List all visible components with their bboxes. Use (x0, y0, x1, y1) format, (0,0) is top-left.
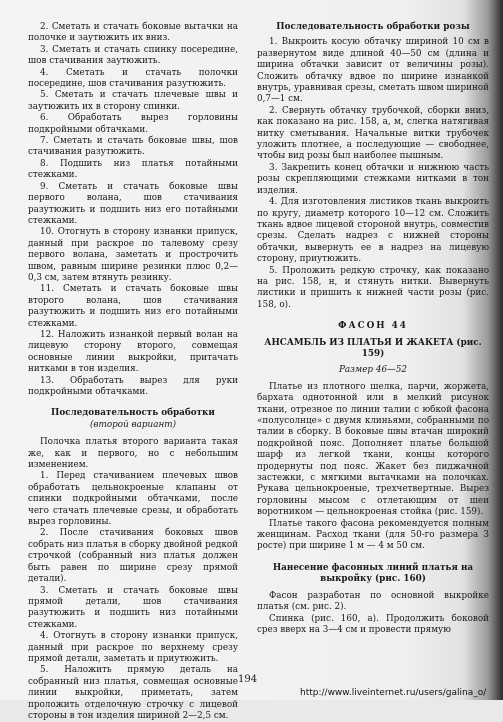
text-paragraph: Платье из плотного шелка, парчи, жоржета, бархата однотонной или в мелкий рисунок ткани, отрезное по линии талии с юбкой фасона «полусолнце» с двумя клиньями, собранными по талии в сборку. В боковые швы втачан широкий подкройной пояс. Дополняет платье большой шарф из легкой ткани, концы которого продернуты под пояс. Жакет без пиджачной застежки, с мягкими вытачками на полочках. Рукава цельнокроеные, трехчетвертные. Вырез горловины мысом с отлетающим от шеи воротником — цельнокроеная стойка (рис. 159). (257, 381, 489, 518)
step-paragraph: 3. Закрепить конец обтачки и нижнюю часть розы скрепляющими стежками нитками в тон изделия. (257, 162, 489, 196)
text-paragraph: Фасон разработан по основной выкройке платья (см. рис. 2). (257, 590, 489, 613)
page-number: 194 (238, 674, 258, 685)
step-paragraph: 9. Сметать и стачать боковые швы первого волана, шов стачивания разутюжить и подшить низ его потайными стежками. (28, 181, 238, 226)
step-paragraph: 10. Отогнуть в сторону изнанки припуск, данный при раскрое по талевому срезу первого волана, заметать и прострочить швом, равным ширине резинки плюс 0,2—0,3 см, затем втянуть резинку. (28, 227, 238, 283)
step-paragraph: Полочка платья второго варианта такая же, как и первого, но с небольшим изменением. (28, 437, 238, 471)
step-paragraph: 4. Для изготовления листиков ткань выкроить по кругу, диаметр которого 10—12 см. Сложить ткань вдвое лицевой стороной внутрь, совместив срезы. Сделать надрез с нижней стороны обтачки, вывернуть ее в надрез на лицевую сторону, приутюжить. (257, 197, 489, 265)
step-paragraph: 11. Сметать и стачать боковые швы второго волана, шов стачивания разутюжить и подшить низ его потайными стежками. (28, 284, 238, 329)
text-paragraph: Платье такого фасона рекомендуется полным женщинам. Расход ткани (для 50-го размера 3 росте) при ширине 1 м — 4 м 50 см. (257, 518, 489, 552)
rose-steps (257, 37, 489, 311)
pattern-text (257, 591, 489, 637)
section-subtitle: (второй вариант) (89, 419, 177, 430)
section-title-second-variant: Последовательность обработки (51, 408, 215, 419)
step-paragraph: 12. Наложить изнанкой первый волан на лицевую сторону второго, совмещая основные линии выкройки, притачать нитками в тон изделия. (28, 329, 238, 375)
fason-title: ФАСОН 44 (338, 321, 408, 332)
text-paragraph: Спинка (рис. 160, а). Продолжить боковой срез вверх на 3—4 см и провести прямую (257, 613, 489, 635)
garment-description (257, 382, 489, 553)
step-paragraph: 8. Подшить низ платья потайными стежками. (28, 158, 238, 181)
step-paragraph: 7. Сметать и стачать боковые швы, шов стачивания разутюжить. (28, 136, 238, 158)
step-paragraph: 2. Сметать и стачать боковые вытачки на полочке и заутюжить их вниз. (28, 22, 238, 44)
step-paragraph: 5. Сметать и стачать плечевые швы и заутюжить их в сторону спинки. (28, 90, 238, 112)
size-label: Размер 46—52 (338, 365, 408, 376)
step-paragraph: 1. Перед стачиванием плечевых швов обработать цельнокроеные клапаны от спинки подкройными обтачками, после чего стачать плечевые срезы, и обработать вырез горловины. (28, 471, 238, 528)
step-paragraph: 13. Обработать вырез для руки подкройными обтачками. (28, 375, 238, 397)
right-column (257, 22, 489, 636)
step-paragraph: 1. Выкроить косую обтачку шириной 10 см в развернутом виде длиной 40—50 см (длина и ширина обтачки зависит от величины розы). Сложить обтачку вдвое по ширине изнанкой внутрь, уравнивая срезы, сметать швом шириной 0,7—1 см. (257, 37, 489, 105)
section-title-rose: Последовательность обработки розы (276, 22, 470, 32)
step-paragraph: 3. Сметать и стачать боковые швы прямой детали, шов стачивания разутюжить и подшить низ потайными стежками. (28, 585, 238, 630)
left-top-steps (28, 22, 238, 398)
step-paragraph: 5. Проложить редкую строчку, как показано на рис. 158, н, и стянуть нитки. Вывернуть листики и пришить к нижней части розы (рис. 158, о). (257, 265, 489, 310)
step-paragraph: 4. Отогнуть в сторону изнанки припуск, данный при раскрое по верхнему срезу прямой детали, заметать и приутюжить. (28, 631, 238, 664)
left-bottom-steps (28, 437, 238, 722)
step-paragraph: 3. Сметать и стачать спинку посередине, шов стачивания заутюжить. (28, 44, 238, 67)
left-column (28, 22, 238, 722)
step-paragraph: 2. После стачивания боковых швов собрать низ платья в сборку двойной редкой строчкой (собранный низ платья должен быть равен по ширине срезу прямой детали). (28, 528, 238, 585)
step-paragraph: 5. Наложить прямую деталь на собранный низ платья, совмещая основные линии выкройки, приметать, затем проложить отделочную строчку с лицевой стороны в тон изделия шириной 2—2,5 см. (28, 665, 238, 721)
watermark-url: http://www.liveinternet.ru/users/galina_o/ (300, 688, 487, 698)
step-paragraph: 2. Свернуть обтачку трубочкой, сборки вниз, как показано на рис. 158, а, м, слегка натягивая нитку сметывания. Начальные витки трубочек уложить плотнее, а последующие — свободнее, чтобы вид розы был наиболее пышным. (257, 105, 489, 162)
ensemble-title: АНСАМБЛЬ ИЗ ПЛАТЬЯ И ЖАКЕТА (рис. 159) (264, 337, 482, 359)
step-paragraph: 4. Сметать и стачать полочки посередине, шов стачивания разутюжить. (28, 67, 238, 90)
pattern-title: Нанесение фасонных линий платья на выкройку (рис. 160) (272, 562, 474, 585)
step-paragraph: 6. Обработать вырез горловины подкройными обтачками. (28, 113, 238, 135)
